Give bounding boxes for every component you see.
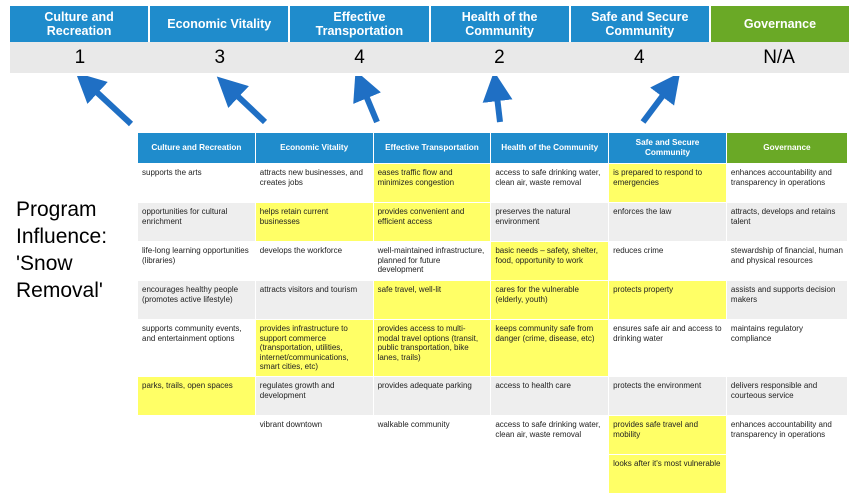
matrix-cell: attracts new businesses, and creates jobs [255, 164, 373, 203]
matrix-body [138, 164, 848, 494]
matrix-cell: attracts, develops and retains talent [726, 203, 847, 242]
header-cell-governance: Governance [711, 6, 849, 42]
matrix-cell: safe travel, well-lit [373, 281, 491, 320]
score-safe-and-secure-community: 4 [633, 46, 645, 68]
score-effective-transportation: 4 [354, 46, 365, 68]
strategic-priorities-header [10, 6, 849, 42]
upward-arrow-5 [643, 86, 670, 122]
table-row [138, 454, 848, 493]
matrix-cell: protects property [609, 281, 727, 320]
matrix-header-governance: Governance [726, 133, 847, 164]
matrix-cell [255, 454, 373, 493]
matrix-cell [726, 454, 847, 493]
upward-arrow-1 [88, 84, 131, 124]
matrix-cell: opportunities for cultural enrichment [138, 203, 256, 242]
matrix-cell: protects the environment [609, 376, 727, 415]
matrix-cell: provides access to multi-modal travel options (transit, public transportation, bike lanes, trails) [373, 320, 491, 377]
matrix-cell: enhances accountability and transparency in operations [726, 415, 847, 454]
matrix-cell: attracts visitors and tourism [255, 281, 373, 320]
matrix-header-economic-vitality: Economic Vitality [255, 133, 373, 164]
caption-line-4: Removal' [16, 279, 103, 302]
matrix-cell: vibrant downtown [255, 415, 373, 454]
upward-arrow-2 [229, 88, 265, 122]
matrix-cell: ensures safe air and access to drinking water [609, 320, 727, 377]
caption-line-3: 'Snow [16, 252, 73, 275]
matrix-cell: parks, trails, open spaces [138, 376, 256, 415]
caption-line-2: Influence: [16, 225, 108, 248]
score-culture-and-recreation: 1 [74, 46, 86, 68]
matrix-cell: regulates growth and development [255, 376, 373, 415]
matrix-cell: helps retain current businesses [255, 203, 373, 242]
matrix-cell: stewardship of financial, human and physical resources [726, 242, 847, 281]
matrix-cell: basic needs – safety, shelter, food, opportunity to work [491, 242, 609, 281]
matrix-cell: cares for the vulnerable (elderly, youth) [491, 281, 609, 320]
table-row [138, 415, 848, 454]
matrix-cell: enhances accountability and transparency in operations [726, 164, 847, 203]
matrix-cell: supports community events, and entertainment options [138, 320, 256, 377]
matrix-cell: is prepared to respond to emergencies [609, 164, 727, 203]
matrix-header-culture-and-recreation: Culture and Recreation [138, 133, 256, 164]
matrix-cell [491, 454, 609, 493]
matrix-cell [138, 415, 256, 454]
matrix-cell: develops the workforce [255, 242, 373, 281]
matrix-cell: reduces crime [609, 242, 727, 281]
table-row [138, 242, 848, 281]
caption-line-1: Program [16, 198, 97, 221]
header-cell-safe-and-secure-community: Safe and Secure Community [571, 6, 711, 42]
matrix-cell: keeps community safe from danger (crime, disease, etc) [491, 320, 609, 377]
matrix-cell: supports the arts [138, 164, 256, 203]
score-health-of-the-community: 2 [494, 46, 505, 68]
matrix-cell: maintains regulatory compliance [726, 320, 847, 377]
matrix-cell: provides adequate parking [373, 376, 491, 415]
table-row [138, 164, 848, 203]
matrix-cell: provides safe travel and mobility [609, 415, 727, 454]
matrix-cell: walkable community [373, 415, 491, 454]
score-economic-vitality: 3 [214, 46, 226, 68]
influence-matrix [137, 132, 848, 494]
table-row [138, 320, 848, 377]
matrix-header-effective-transportation: Effective Transportation [373, 133, 491, 164]
matrix-cell: enforces the law [609, 203, 727, 242]
table-row [138, 281, 848, 320]
matrix-cell: life-long learning opportunities (libraries) [138, 242, 256, 281]
matrix-cell: access to safe drinking water, clean air, waste removal [491, 164, 609, 203]
table-row [138, 203, 848, 242]
upward-arrow-3 [362, 86, 377, 122]
matrix-cell [373, 454, 491, 493]
header-cell-economic-vitality: Economic Vitality [150, 6, 290, 42]
upward-arrow-4 [496, 88, 500, 122]
arrow-group [0, 76, 859, 132]
matrix-cell: access to health care [491, 376, 609, 415]
matrix-cell: delivers responsible and courteous service [726, 376, 847, 415]
matrix-cell: looks after it's most vulnerable [609, 454, 727, 493]
matrix-header-safe-and-secure-community: Safe and Secure Community [609, 133, 727, 164]
score-row [10, 42, 849, 76]
table-row [138, 376, 848, 415]
matrix-cell: provides infrastructure to support commerce (transportation, utilities, internet/communications, smart cities, etc) [255, 320, 373, 377]
score-governance: N/A [763, 46, 795, 68]
matrix-header-row [138, 133, 848, 164]
matrix-cell: encourages healthy people (promotes active lifestyle) [138, 281, 256, 320]
matrix-cell: preserves the natural environment [491, 203, 609, 242]
matrix-cell: assists and supports decision makers [726, 281, 847, 320]
header-cell-effective-transportation: Effective Transportation [290, 6, 430, 42]
matrix-cell: provides convenient and efficient access [373, 203, 491, 242]
header-cell-health-of-the-community: Health of the Community [431, 6, 571, 42]
matrix-cell [138, 454, 256, 493]
matrix-cell: well-maintained infrastructure, planned for future development [373, 242, 491, 281]
matrix-cell: access to safe drinking water, clean air, waste removal [491, 415, 609, 454]
program-influence-caption [16, 196, 136, 304]
matrix-cell: eases traffic flow and minimizes congestion [373, 164, 491, 203]
header-cell-culture-and-recreation: Culture and Recreation [10, 6, 150, 42]
matrix-header-health-of-the-community: Health of the Community [491, 133, 609, 164]
